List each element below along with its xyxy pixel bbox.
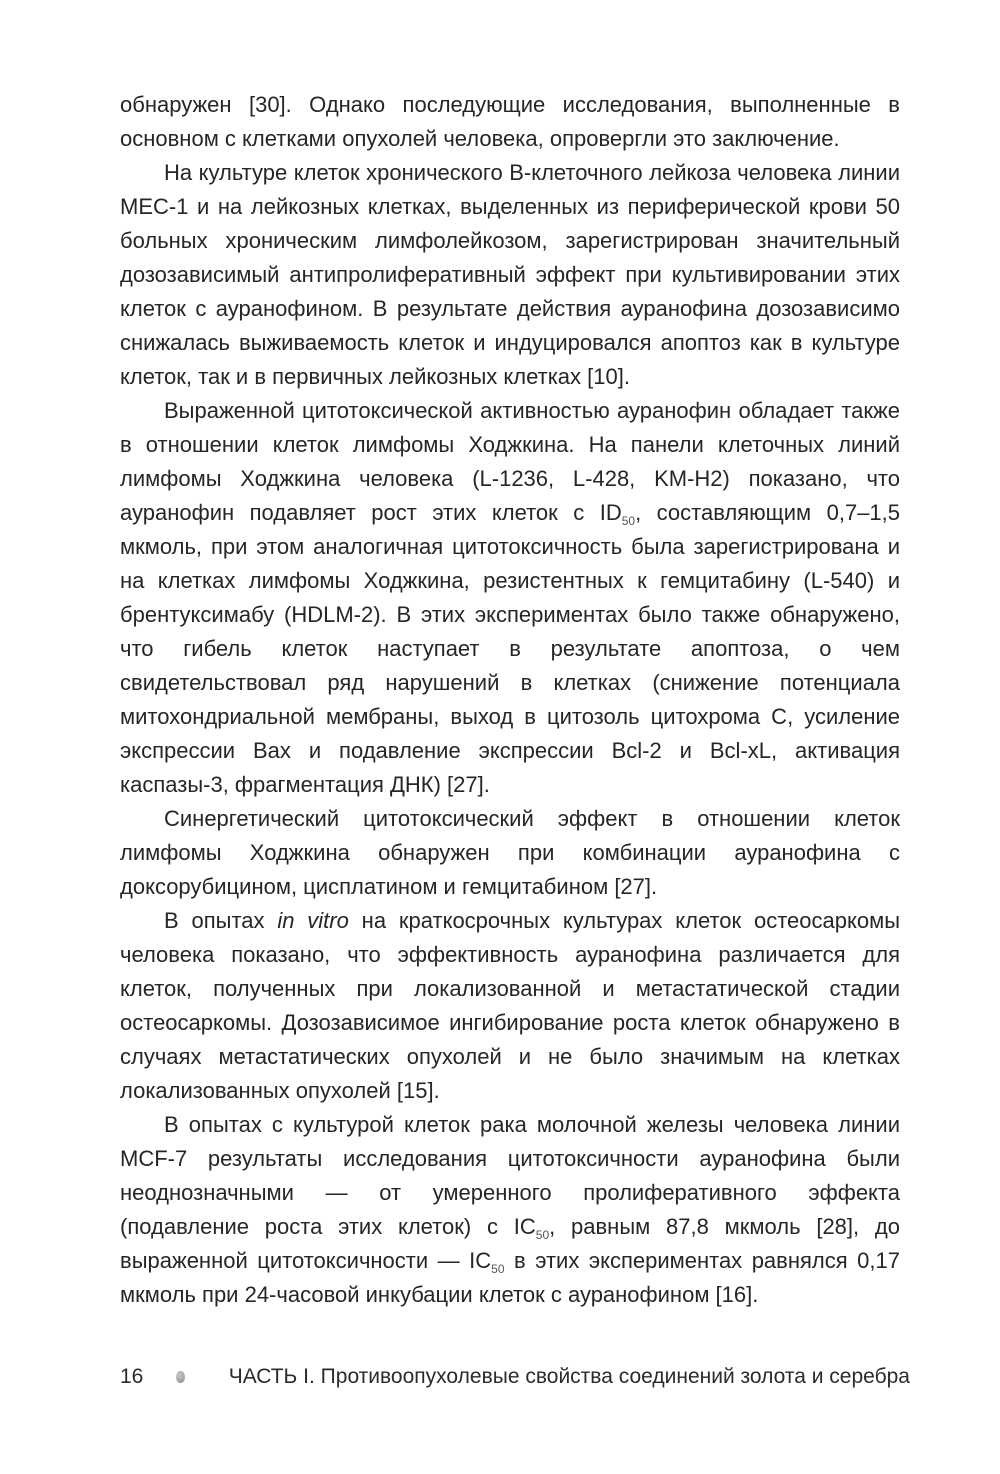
paragraph-3: [120, 394, 900, 802]
paragraph-4: [120, 802, 900, 904]
paragraph-3-text-a: Выраженной цитотоксической активностью ауранофин обладает также в отношении клеток лимфомы Ходжкина. На панели клеточных линий лимфомы Ходжкина человека (L-1236, L-428, KM-H2) показано, что ауранофин подавляет рост этих клеток с ID: [120, 398, 900, 525]
subscript-50: 50: [491, 1262, 505, 1276]
paragraph-2: [120, 156, 900, 394]
subscript-50: 50: [621, 514, 636, 528]
subscript-50: 50: [535, 1228, 550, 1242]
page-footer: [120, 1360, 910, 1394]
paragraph-3-text-b: , составляющим 0,7–1,5 мкмоль, при этом аналогичная цитотоксичность была зарегистрирована и на клетках лимфомы Ходжкина, резистентных к гемцитабину (L-540) и брентуксимабу (HDLM-2). В этих экспериментах было также обнаружено, что гибель клеток наступает в результате апоптоза, о чем свидетельствовал ряд нарушений в клетках (снижение потенциала митохондриальной мембраны, выход в цитозоль цитохрома С, усиление экспрессии Bax и подавление экспрессии Bcl-2 и Bcl-xL, активация каспазы-3, фрагментация ДНК) [27].: [120, 500, 901, 797]
bullet-icon: [176, 1371, 185, 1383]
paragraph-6-text-a: В опытах с культурой клеток рака молочной железы человека линии MCF-7 результаты исследования цитотоксичности ауранофина были неоднозначными — от умеренного пролиферативного эффекта (подавление роста этих клеток) с IC: [120, 1112, 900, 1239]
paragraph-5-text-b: на краткосрочных культурах клеток остеосаркомы человека показано, что эффективность ауранофина различается для клеток, полученных при локализованной и метастатической стадии остеосаркомы. Дозозависимое ингибирование роста клеток обнаружено в случаях метастатических опухолей и не было значимым на клетках локализованных опухолей [15].: [120, 908, 901, 1103]
in-vitro-term: in vitro: [277, 908, 349, 933]
paragraph-2-text: На культуре клеток хронического В-клеточного лейкоза человека линии МЕС-1 и на лейкозных клетках, выделенных из периферической крови 50 больных хроническим лимфолейкозом, зарегистрирован значительный дозозависимый антипролиферативный эффект при культивировании этих клеток с ауранофином. В результате действия ауранофина дозозависимо снижалась выживаемость клеток и индуцировался апоптоз как в культуре клеток, так и в первичных лейкозных клетках [10].: [120, 160, 900, 389]
paragraph-1-text: обнаружен [30]. Однако последующие исследования, выполненные в основном с клетками опухолей человека, опровергли это заключение.: [120, 92, 900, 151]
page-number: 16: [120, 1365, 144, 1388]
paragraph-5-text-a: В опытах: [164, 908, 278, 933]
paragraph-6: [120, 1108, 900, 1312]
paragraph-1: [120, 88, 900, 156]
paragraph-5: [120, 904, 900, 1108]
running-title: ЧАСТЬ I. Противоопухолевые свойства соединений золота и серебра: [228, 1365, 910, 1388]
paragraph-4-text: Синергетический цитотоксический эффект в отношении клеток лимфомы Ходжкина обнаружен при комбинации ауранофина с доксорубицином, цисплатином и гемцитабином [27].: [120, 806, 900, 899]
paragraph-6-text-c: в этих экспериментах равнялся 0,17 мкмоль при 24-часовой инкубации клеток с ауранофином [16].: [120, 1248, 900, 1307]
paragraph-6-text-b: , равным 87,8 мкмоль [28], до выраженной цитотоксичности — IC: [120, 1214, 900, 1273]
page-body: [120, 88, 900, 1388]
